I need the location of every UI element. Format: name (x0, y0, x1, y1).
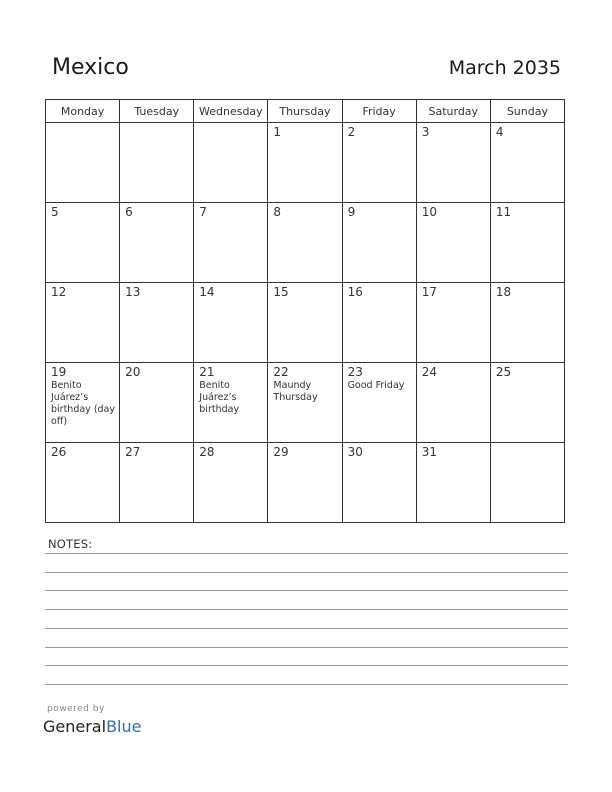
week-row (46, 443, 565, 523)
day-number: 31 (421, 445, 437, 459)
day-cell (194, 283, 268, 363)
day-cell (416, 123, 490, 203)
day-number: 2 (347, 125, 356, 139)
day-number: 15 (273, 285, 289, 299)
day-cell (268, 363, 342, 443)
day-number: 16 (347, 285, 363, 299)
week-row (46, 203, 565, 283)
day-cell (416, 203, 490, 283)
day-cell (120, 443, 194, 523)
day-cell (490, 363, 564, 443)
day-number: 25 (495, 365, 512, 379)
day-number: 21 (199, 365, 215, 379)
note-line (45, 553, 568, 554)
calendar-body (46, 123, 565, 523)
generalblue-logo (43, 717, 141, 736)
week-row (46, 283, 565, 363)
day-cell (120, 123, 194, 203)
day-number: 17 (421, 285, 437, 299)
day-cell (416, 363, 490, 443)
day-number: 13 (125, 285, 141, 299)
calendar-grid (45, 99, 565, 523)
day-number: 28 (199, 445, 215, 459)
day-cell (46, 203, 120, 283)
logo-text-blue: Blue (106, 717, 142, 736)
day-number: 23 (347, 365, 363, 379)
weekday-header: Saturday (416, 100, 490, 123)
day-number: 20 (125, 365, 141, 379)
day-cell (46, 363, 120, 443)
weekday-header: Wednesday (194, 100, 268, 123)
day-cell (194, 203, 268, 283)
day-number: 19 (51, 365, 67, 379)
note-line (45, 684, 568, 685)
note-line (45, 609, 568, 610)
day-cell (342, 123, 416, 203)
weekday-header: Sunday (490, 100, 564, 123)
day-number: 24 (421, 365, 437, 379)
day-number: 4 (495, 125, 504, 139)
weekday-header: Friday (342, 100, 416, 123)
note-line (45, 665, 568, 666)
powered-by-text: powered by (47, 704, 105, 714)
holiday-label: Benito Juárez’s birthday (199, 380, 240, 415)
day-cell (268, 443, 342, 523)
note-line (45, 572, 568, 573)
day-cell (46, 443, 120, 523)
day-number: 27 (125, 445, 141, 459)
day-cell (416, 283, 490, 363)
day-number: 1 (273, 125, 282, 139)
day-number: 26 (51, 445, 67, 459)
day-cell (120, 283, 194, 363)
day-cell (342, 203, 416, 283)
week-row (46, 123, 565, 203)
day-number: 18 (495, 285, 512, 299)
month-year-title: March 2035 (448, 57, 561, 79)
day-cell (490, 203, 564, 283)
note-line (45, 590, 568, 591)
day-cell (194, 123, 268, 203)
weekday-header: Monday (46, 100, 120, 123)
day-cell (120, 363, 194, 443)
country-title: Mexico (52, 55, 129, 80)
day-cell (490, 283, 564, 363)
day-cell (416, 443, 490, 523)
day-cell (268, 203, 342, 283)
day-cell (268, 283, 342, 363)
day-number: 6 (125, 205, 133, 219)
day-number: 29 (273, 445, 289, 459)
day-number: 8 (273, 205, 282, 219)
note-line (45, 647, 568, 648)
weekday-header: Tuesday (120, 100, 194, 123)
day-number: 11 (495, 205, 512, 219)
holiday-label: Good Friday (347, 380, 405, 391)
day-number: 22 (273, 365, 289, 379)
day-cell (342, 363, 416, 443)
day-cell (490, 123, 564, 203)
notes-label: NOTES: (48, 537, 93, 551)
holiday-label: Benito Juárez’s birthday (day off) (51, 380, 115, 427)
day-number: 12 (51, 285, 67, 299)
day-number: 5 (51, 205, 59, 219)
day-cell (46, 283, 120, 363)
week-row (46, 363, 565, 443)
note-line (45, 628, 568, 629)
day-cell (194, 443, 268, 523)
day-number: 9 (347, 205, 356, 219)
holiday-label: Maundy Thursday (273, 380, 318, 403)
day-number: 3 (421, 125, 430, 139)
day-cell (194, 363, 268, 443)
day-cell (342, 443, 416, 523)
day-number: 30 (347, 445, 363, 459)
weekday-header: Thursday (268, 100, 342, 123)
day-cell (268, 123, 342, 203)
day-cell (120, 203, 194, 283)
day-cell (342, 283, 416, 363)
day-number: 10 (421, 205, 437, 219)
logo-text-general: General (43, 717, 107, 736)
day-cell (490, 443, 564, 523)
day-cell (46, 123, 120, 203)
weekday-header-row (46, 100, 565, 123)
day-number: 14 (199, 285, 215, 299)
day-number: 7 (199, 205, 207, 219)
